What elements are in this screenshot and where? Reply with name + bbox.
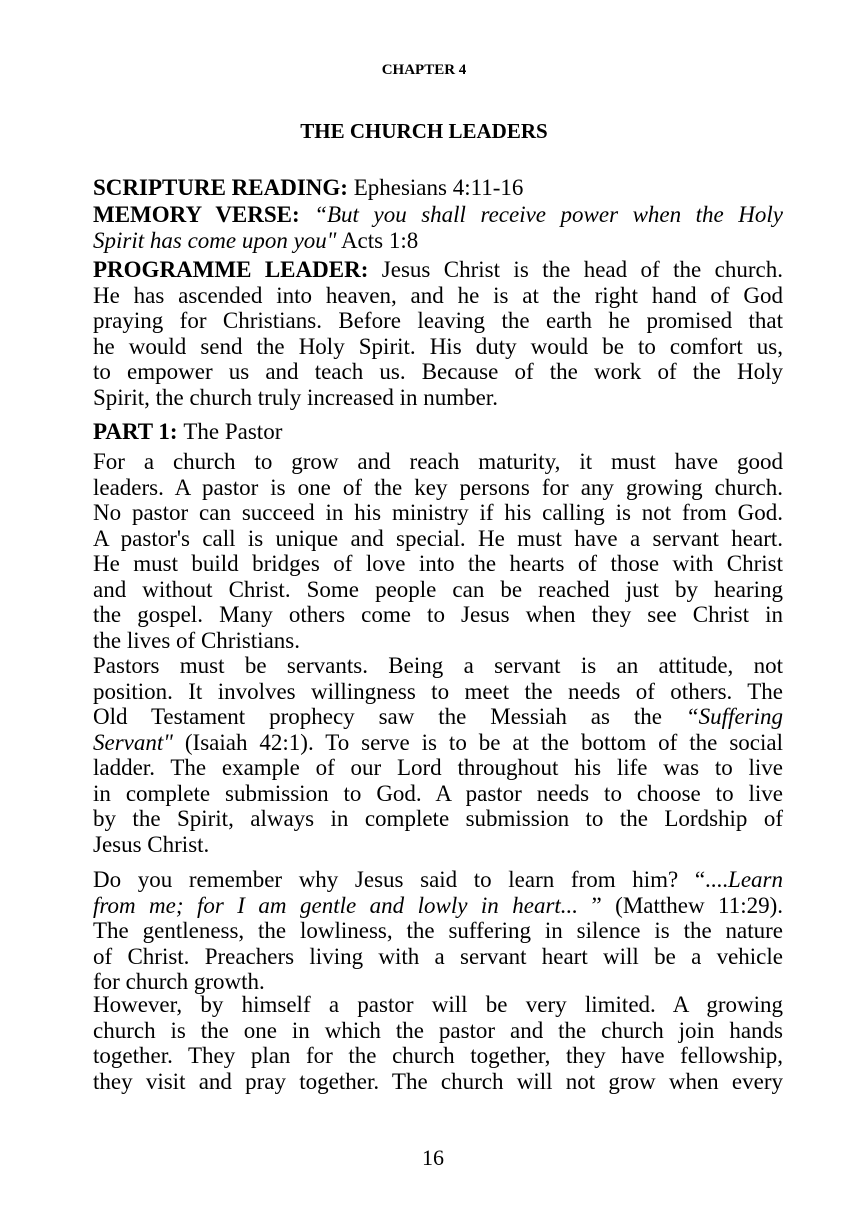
paragraph-3 xyxy=(93,867,783,995)
text-line xyxy=(93,1069,783,1095)
paragraph-1 xyxy=(93,449,783,653)
paragraph-2 xyxy=(93,653,783,857)
body-text: He must build bridges of love into the hearts of those with Christ xyxy=(93,551,783,576)
label-text: MEMORY VERSE: xyxy=(93,202,315,227)
body-text: he would send the Holy Spirit. His duty would be to comfort us, xyxy=(93,333,783,359)
body-text: He has ascended into heaven, and he is at the right hand of God xyxy=(93,282,783,308)
text-line xyxy=(93,359,783,385)
text-line xyxy=(93,730,783,756)
text-line xyxy=(93,704,783,730)
text-line xyxy=(93,832,783,858)
body-text: However, by himself a pastor will be very limited. A growing xyxy=(93,992,783,1017)
text-line xyxy=(93,475,783,501)
text-line xyxy=(93,526,783,552)
page-number: 16 xyxy=(422,1145,444,1170)
body-text: Ephesians 4:11-16 xyxy=(353,175,524,200)
text-line xyxy=(93,228,783,254)
text-line xyxy=(93,449,783,475)
scripture-reading xyxy=(93,175,783,201)
body-text: “But you shall receive power when the Holy xyxy=(314,202,783,227)
body-text: ” (Matthew 11:29). xyxy=(578,892,783,918)
text-line xyxy=(93,334,783,360)
body-text: of Christ. Preachers living with a servant heart will be a vehicle xyxy=(93,943,783,969)
text-line xyxy=(93,202,783,228)
text-line xyxy=(93,1043,783,1069)
body-text: Spirit, the church truly increased in number. xyxy=(93,384,498,410)
text-line xyxy=(93,918,783,944)
text-line xyxy=(93,385,783,411)
chapter-title: THE CHURCH LEADERS xyxy=(300,119,548,143)
text-line xyxy=(93,679,783,705)
body-text: position. It involves willingness to meet the needs of others. The xyxy=(93,678,783,704)
body-text: (Isaiah 42:1). To serve is to be at the bottom of the social xyxy=(172,729,783,755)
text-line xyxy=(93,867,783,893)
text-line xyxy=(93,419,783,445)
body-text: Do you remember why Jesus said to learn from him? “.... xyxy=(93,867,729,892)
body-text: to empower us and teach us. Because of the work of the Holy xyxy=(93,359,783,384)
body-text: together. They plan for the church together, they have fellowship, xyxy=(93,1043,783,1068)
body-text: Pastors must be servants. Being a servant is an attitude, not xyxy=(93,653,783,678)
body-text: Jesus Christ is the head of the church. xyxy=(381,257,783,282)
body-text: leaders. A pastor is one of the key persons for any growing church. xyxy=(93,474,783,500)
body-text: praying for Christians. Before leaving the earth he promised that xyxy=(93,308,783,333)
text-line xyxy=(93,781,783,807)
text-line xyxy=(93,308,783,334)
text-line xyxy=(93,806,783,832)
label-text: PROGRAMME LEADER: xyxy=(93,257,382,282)
text-line xyxy=(93,755,783,781)
text-line xyxy=(93,283,783,309)
body-text: Learn xyxy=(728,867,783,892)
body-text: The Pastor xyxy=(183,419,283,444)
body-text: Jesus Christ. xyxy=(93,831,210,857)
paragraph-4 xyxy=(93,992,783,1094)
chapter-label: CHAPTER 4 xyxy=(381,62,467,78)
body-text: A pastor's call is unique and special. He must have a servant heart. xyxy=(93,525,783,551)
text-line xyxy=(93,893,783,919)
body-text: from me; for I am gentle and lowly in heart... xyxy=(93,892,579,918)
memory-verse xyxy=(93,202,783,253)
text-line xyxy=(93,175,783,201)
body-text: The gentleness, the lowliness, the suffering in silence is the nature xyxy=(93,918,783,943)
programme-leader xyxy=(93,257,783,410)
label-text: SCRIPTURE READING: xyxy=(93,175,354,200)
body-text: in complete submission to God. A pastor needs to choose to live xyxy=(93,780,783,806)
part-1-heading xyxy=(93,419,783,445)
text-line xyxy=(93,602,783,628)
body-text: Acts 1:8 xyxy=(336,227,419,253)
text-line xyxy=(93,969,783,995)
body-text: for church growth. xyxy=(93,969,265,994)
body-text: “Suffering xyxy=(685,704,783,729)
body-text: No pastor can succeed in his ministry if his calling is not from God. xyxy=(93,500,783,525)
text-line xyxy=(93,628,783,654)
text-line xyxy=(93,653,783,679)
text-line xyxy=(93,992,783,1018)
label-text: PART 1: xyxy=(93,419,184,444)
body-text: the gospel. Many others come to Jesus when they see Christ in xyxy=(93,602,783,627)
body-text: ladder. The example of our Lord throughout his life was to live xyxy=(93,755,783,780)
body-text: the lives of Christians. xyxy=(93,627,300,653)
text-line xyxy=(93,257,783,283)
text-line xyxy=(93,500,783,526)
text-line xyxy=(93,944,783,970)
body-text: by the Spirit, always in complete submission to the Lordship of xyxy=(93,806,783,831)
text-line xyxy=(93,577,783,603)
body-text: Old Testament prophecy saw the Messiah as the xyxy=(93,704,686,729)
body-text: church is the one in which the pastor and the church join hands xyxy=(93,1017,783,1043)
text-line xyxy=(93,551,783,577)
text-line xyxy=(93,1018,783,1044)
body-text: For a church to grow and reach maturity, it must have good xyxy=(93,449,783,474)
body-text: Servant" xyxy=(93,729,173,755)
body-text: and without Christ. Some people can be reached just by hearing xyxy=(93,576,783,602)
body-text: they visit and pray together. The church will not grow when every xyxy=(93,1068,783,1094)
body-text: Spirit has come upon you" xyxy=(93,227,337,253)
